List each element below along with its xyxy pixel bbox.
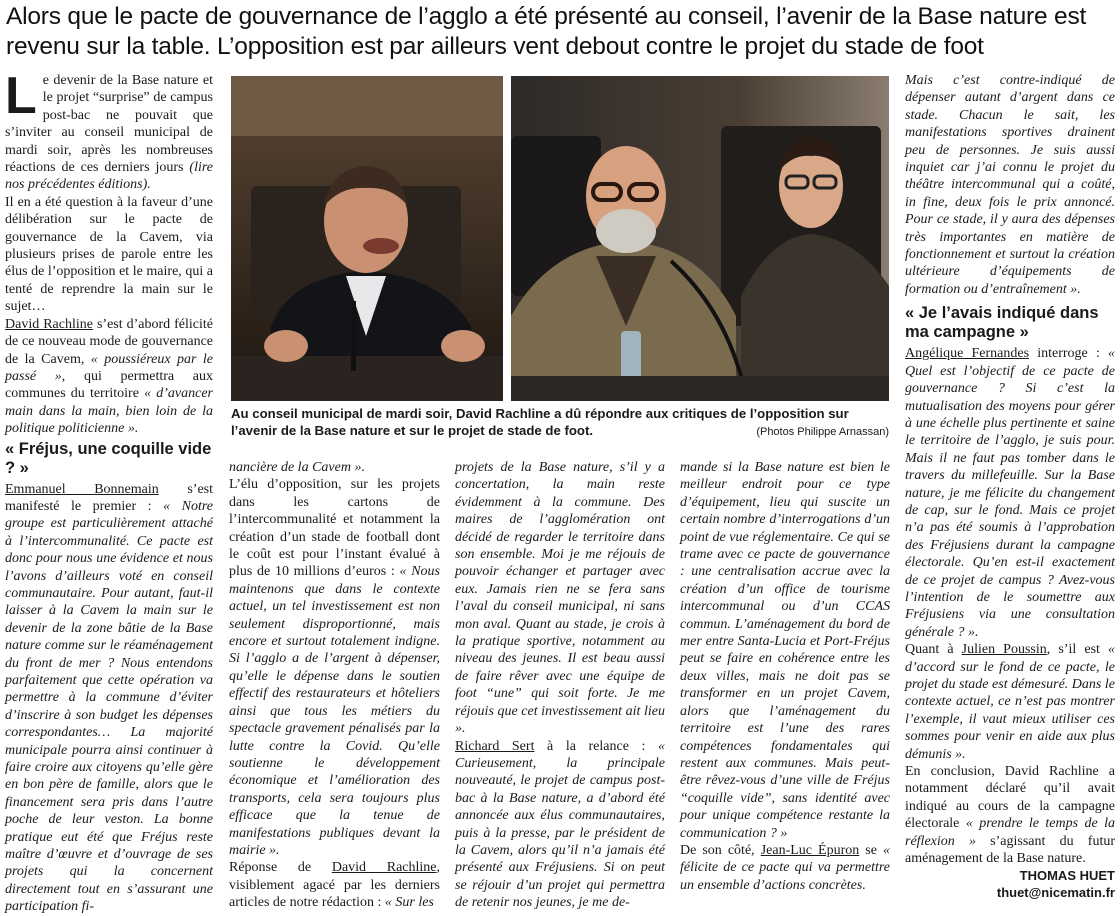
paragraph: L’élu d’opposition, sur les projets dans les cartons de l’intercommunalité et notamment la création d’un stade de football dont le coût est pour l’instant évalué à plus de 10 millions d’euros : « Nous maintenons que dans le contexte actuel, un tel investissement est non seulement disproportionné, mais encore et surtout totalement indigne. Si l’agglo a de l’argent à dépenser, qu’elle le dépense dans le soutien effectif des restaurateurs et hôteliers ainsi que tous les métiers du spectacle gravement pénalisés par la lutte contre la Covid. Qu’elle soutienne le développement économique et l’amélioration des transports, cela sera toujours plus efficace que la tenue de manifestations publiques devant la mairie ».: [229, 477, 440, 858]
photo-caption: Au conseil municipal de mardi soir, David Rachline a dû répondre aux critiques de l’opposition sur l’avenir de la Base nature et sur le projet de stade de foot. (Photos Philippe Arnassan): [231, 405, 889, 441]
person-name: Jean-Luc Épuron: [760, 842, 860, 858]
article-column-3: [455, 459, 665, 912]
article-column-5: [905, 72, 1115, 901]
person-name: Julien Poussin: [961, 642, 1047, 658]
author-email: thuet@nicematin.fr: [996, 885, 1115, 901]
subheading: « Je l’avais indiqué dans ma campagne »: [905, 304, 1099, 342]
person-name: David Rachline: [331, 860, 437, 876]
author-name: THOMAS HUET: [1019, 868, 1115, 884]
paragraph: Richard Sert à la relance : « Curieusement, la principale nouveauté, le projet de campus post-bac à la Base nature, a d’abord été annoncée aux élus communautaires, puis à la presse, par le président de la Cavem, alors qu’il n’a jamais été présenté aux Fréjusiens. Si on peut se réjouir d’un projet qui permettra de retenir nos jeunes, je me de-: [455, 738, 665, 911]
paragraph: mande si la Base nature est bien le meilleur endroit pour ce type d’équipement, lieu qui suscite un certain nombre d’interrogations d’un point de vue réglementaire. Ce qui se trame avec ce pacte de gouvernance : une centralisation accrue avec la création d’un office de tourisme intercommunal ou d’un CCAS commun. L’aménagement du bord de mer entre Santa-Lucia et Port-Fréjus peut se faire en cohérence entre les deux villes, mais ne doit pas se transformer en un projet Cavem, alors que l’aménagement du territoire est l’une des rares compétences fondamentales qui restent aux communes. Mais peut-être rêvez-vous d’une ville de Fréjus “coquille vide”, sans identité avec pour unique compétence restante la communication ? »: [680, 460, 890, 841]
drop-cap: L: [5, 67, 37, 125]
person-name: Angélique Fernandes: [905, 346, 1030, 362]
article-column-2: [229, 459, 440, 912]
paragraph: En conclusion, David Rachline a notamment déclaré qu’il avait indiqué au cours de la campagne électorale « prendre le temps de la réflexion » s’agissant du futur aménagement de la Base nature.: [905, 764, 1115, 867]
paragraph: Angélique Fernandes interroge : « Quel est l’objectif de ce pacte de gouvernance ? Si c’est la mutualisation des moyens pour gérer à une échelle plus pertinente et saine le territoire de l’agglo, je suis pour. Mais il ne faut pas tomber dans le travers du millefeuille. Sur la Base nature, je me félicite du changement de cap, sur le fond. Mais ce projet n’a pas été soumis à l’approbation des Fréjusiens durant la campagne électorale. Qu’en est-il exactement de ce projet de campus ? Avez-vous l’intention de le soumettre aux Fréjusiens via une consultation générale ? ».: [905, 346, 1116, 640]
paragraph: projets de la Base nature, s’il y a concertation, la main reste évidemment à la commune. Des maires de l’agglomération ont décidé de regarder le territoire dans son ensemble. Moi je me réjouis de pouvoir échanger et partager avec eux. Jamais rien ne se fera sans l’aval du conseil municipal, ni sans mon aval. Quant au stade, je crois à la pratique sportive, notamment au niveau des jeunes. Il est beau aussi de faire rêver avec une équipe de foot “une” qui soit forte. Je me réjouis que cet investissement ait lieu ».: [455, 460, 665, 737]
paragraph: Mais c’est contre-indiqué de dépenser autant d’argent dans ce stade. Chacun le sait, les manifestations sportives drainent peu de personnes. Je suis aussi inquiet car j’ai connu le projet du théâtre intercommunal qui a coûté, in fine, deux fois le prix annoncé. Pour ce stade, il y aura des dépenses très importantes en matière de fonctionnement et surtout la création ultérieure d’équipements de formation ou d’entraînement ».: [905, 73, 1115, 297]
paragraph: Quant à Julien Poussin, s’il est « d’accord sur le fond de ce pacte, le projet du stade est démesuré. Dans le contexte actuel, ce n’est pas montrer l’exemple, il vaut mieux utiliser ces sommes pour venir en aide aux plus démunis ».: [905, 642, 1116, 762]
photo-david-rachline: [231, 76, 503, 401]
person-name: Richard Sert: [455, 738, 535, 754]
photo-opposition-members: [511, 76, 889, 401]
paragraph: Emmanuel Bonnemain s’est manifesté le premier : « Notre groupe est particulièrement attaché à l’intercommunalité. Ce pacte est donc pour nous une évidence et nous l’avons d’ailleurs voté en conseil communautaire. Pour autant, faut-il laisser à la Cavem la main sur le devenir de la zone bâtie de la Base nature comme sur le réaménagement du front de mer ? Nous entendons parfaitement que cette opération va permettre à la commune d’éviter d’inscrire à son budget les dépenses correspondantes… La majorité municipale pourra ainsi continuer à faire croire aux citoyens qu’elle gère en bon père de famille, alors que le financement sera pris dans l’autre poche de leur veston. La bonne pratique eut été que Fréjus reste maître d’œuvre et d’ouvrage de ses projets qui la concernent directement tout en s’assurant une participation fi-: [5, 481, 213, 915]
paragraph: De son côté, Jean-Luc Épuron se « félicite de ce pacte qui va permettre un ensemble d’actions concrètes.: [680, 842, 890, 893]
person-name: David Rachline: [5, 316, 93, 332]
article-column-4: [680, 459, 890, 894]
headline: Alors que le pacte de gouvernance de l’agglo a été présenté au conseil, l’avenir de la Base nature est revenu sur la table. L’opposition est par ailleurs vent debout contre le projet du stade de foot: [6, 3, 1087, 60]
paragraph: Il en a été question à la faveur d’une délibération sur le pacte de gouvernance de la Cavem, via plusieurs prises de parole entre les élus de l’opposition et le maire, qui a tenté de reprendre la main sur le sujet…: [5, 194, 213, 315]
subheading: « Fréjus, une coquille vide ? »: [5, 439, 212, 477]
paragraph: nancière de la Cavem ».: [229, 460, 365, 475]
article-column-1: [5, 67, 213, 916]
paragraph: David Rachline s’est d’abord félicité de ce nouveau mode de gouvernance de la Cavem, « poussiéreux par le passé », qui permettra aux communes du territoire « d’avancer main dans la main, bien loin de la politique politicienne ».: [5, 316, 213, 437]
photo-credit: (Photos Philippe Arnassan): [756, 426, 889, 438]
intro-paragraph: Le devenir de la Base nature et le projet “surprise” de campus post-bac ne pouvait que s’inviter au conseil municipal de mardi soir, après les nombreuses réactions de ces derniers jours (lire nos précédentes éditions).: [5, 67, 213, 193]
person-name: Emmanuel Bonnemain: [5, 481, 159, 497]
paragraph: Réponse de David Rachline, visiblement agacé par les derniers articles de notre rédaction : « Sur les: [229, 860, 440, 911]
